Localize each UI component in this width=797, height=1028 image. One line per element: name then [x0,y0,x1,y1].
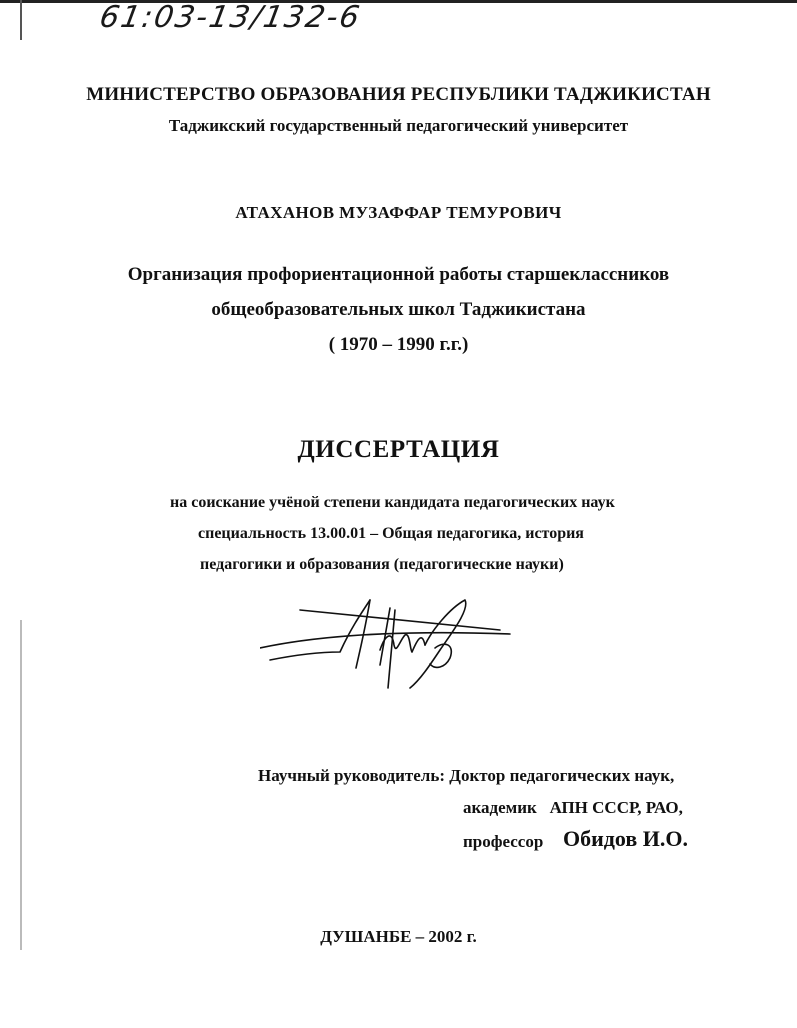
degree-line: на соискание учёной степени кандидата педагогических наук [170,494,615,511]
author-signature [260,590,520,695]
supervisor-line-1: Научный руководитель: Доктор педагогических наук, [258,766,675,785]
handwritten-catalog-code: 61:03-13/132-6 [96,0,364,35]
margin-mark [20,620,22,950]
city-year: ДУШАНБЕ – 2002 г. [320,927,477,946]
document-kind-heading: ДИССЕРТАЦИЯ [297,436,500,463]
title-line-3: ( 1970 – 1990 г.г.) [328,334,469,355]
specialty-line-2: педагогики и образования (педагогические науки) [200,556,564,573]
author-name: АТАХАНОВ МУЗАФФАР ТЕМУРОВИЧ [235,203,562,222]
university-name: Таджикский государственный педагогический университет [168,116,629,135]
ministry-heading: МИНИСТЕРСТВО ОБРАЗОВАНИЯ РЕСПУБЛИКИ ТАДЖИКИСТАН [86,84,711,105]
supervisor-name: Обидов И.О. [563,826,688,851]
supervisor-line-2: академик АПН СССР, РАО, [463,798,683,817]
specialty-line-1: специальность 13.00.01 – Общая педагогика, история [198,525,584,542]
title-line-1: Организация профориентационной работы старшеклассников [127,264,670,285]
supervisor-title: профессор [463,832,544,851]
margin-mark [20,0,22,40]
title-line-2: общеобразовательных школ Таджикистана [211,299,586,320]
